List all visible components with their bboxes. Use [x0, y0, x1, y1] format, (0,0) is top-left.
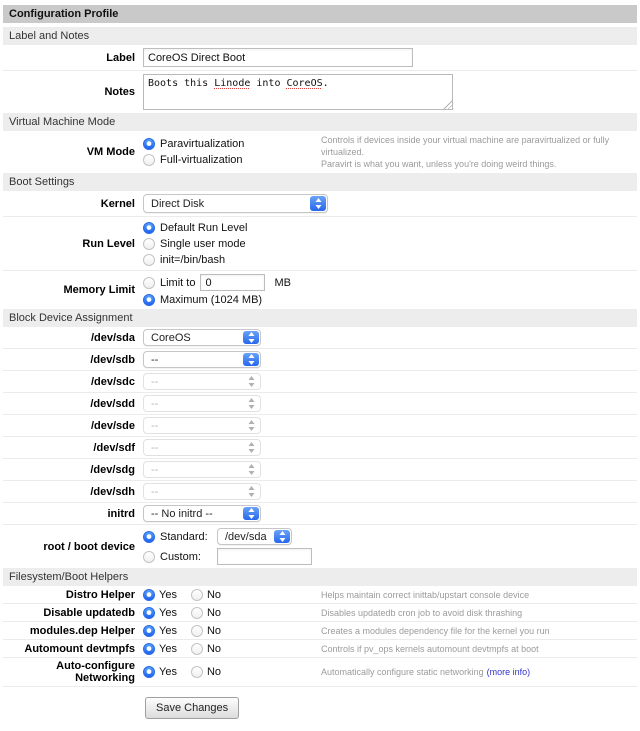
dev-sdh-label: /dev/sdh: [90, 485, 135, 498]
init-bin-bash-label: init=/bin/bash: [160, 253, 226, 266]
limit-to-option: [143, 274, 637, 291]
yes-label: Yes: [159, 624, 177, 637]
dev-sde-row: [3, 414, 637, 436]
automount-devtmpfs-label: Automount devtmpfs: [24, 642, 135, 655]
maximum-memory-option[interactable]: [143, 294, 637, 306]
notes-row: [3, 70, 637, 113]
modules-dep-helper-label: modules.dep Helper: [29, 624, 135, 637]
dev-sde-label: /dev/sde: [90, 419, 135, 432]
vm-mode-help: Controls if devices inside your virtual machine are paravirtualized or fully virtualized. Paravirt is what you want, unless you're doing weird things.: [321, 135, 610, 169]
section-heading-boot-settings: Boot Settings: [3, 173, 637, 191]
select-stepper-icon: [243, 463, 259, 476]
distro-helper-label: Distro Helper: [65, 588, 135, 601]
dev-sdg-select: [143, 461, 261, 478]
helpers-group: [3, 586, 637, 686]
dev-sdc-select: [143, 373, 261, 390]
dev-sdh-row: [3, 480, 637, 502]
notes-text: .: [322, 78, 329, 89]
yes-label: Yes: [159, 588, 177, 601]
memory-unit-label: MB: [274, 276, 291, 289]
disable-updatedb-help: Disables updatedb cron job to avoid disk thrashing: [321, 607, 523, 618]
dev-sde-select-value: --: [151, 419, 159, 432]
modules-dep-yes-option[interactable]: [143, 625, 177, 637]
automount-devtmpfs-no-radio[interactable]: [191, 643, 203, 655]
root-custom-input[interactable]: [217, 548, 312, 565]
select-stepper-icon: [274, 530, 290, 543]
auto-configure-networking-help: Automatically configure static networking (more info): [321, 667, 531, 677]
boot-settings-group: [3, 191, 637, 309]
modules-dep-no-option[interactable]: [191, 625, 221, 637]
kernel-row: [3, 191, 637, 216]
memory-limit-row: [3, 270, 637, 309]
yes-label: Yes: [159, 666, 177, 678]
distro-helper-help: Helps maintain correct inittab/upstart console device: [321, 589, 530, 600]
save-changes-button[interactable]: Save Changes: [145, 697, 239, 719]
modules-dep-no-radio[interactable]: [191, 625, 203, 637]
dev-sda-select[interactable]: [143, 329, 261, 346]
disable-updatedb-yes-radio[interactable]: [143, 607, 155, 619]
footer: [3, 686, 637, 731]
dev-sdh-select-value: --: [151, 485, 159, 498]
block-device-group: [3, 327, 637, 568]
root-boot-device-label: root / boot device: [43, 540, 135, 553]
maximum-memory-radio[interactable]: [143, 294, 155, 306]
select-stepper-icon: [243, 441, 259, 454]
dev-sdd-select-value: --: [151, 397, 159, 410]
root-standard-select[interactable]: [217, 528, 292, 545]
dev-sde-select: [143, 417, 261, 434]
select-stepper-icon: [243, 375, 259, 388]
auto-configure-networking-no-radio[interactable]: [191, 666, 203, 678]
select-stepper-icon: [243, 397, 259, 410]
paravirtualization-label: Paravirtualization: [160, 138, 245, 150]
dev-sda-label: /dev/sda: [90, 331, 135, 344]
label-row: [3, 45, 637, 70]
notes-misspelled-word: CoreOS: [286, 78, 323, 89]
root-standard-label: Standard:: [160, 530, 208, 543]
default-run-level-radio[interactable]: [143, 222, 155, 234]
dev-sdg-label: /dev/sdg: [90, 463, 135, 476]
select-stepper-icon: [310, 196, 326, 211]
no-label: No: [206, 624, 222, 637]
kernel-label: Kernel: [100, 197, 135, 210]
notes-text: Boots this: [148, 78, 215, 89]
modules-dep-yes-radio[interactable]: [143, 625, 155, 637]
dev-sdf-row: [3, 436, 637, 458]
auto-configure-networking-yes-radio[interactable]: [143, 666, 155, 678]
initrd-label: initrd: [107, 507, 135, 520]
dev-sdf-label: /dev/sdf: [93, 441, 135, 454]
run-level-label: Run Level: [82, 237, 135, 250]
dev-sdb-row: [3, 348, 637, 370]
section-heading-virtual-machine-mode: Virtual Machine Mode: [3, 113, 637, 131]
maximum-memory-label: Maximum (1024 MB): [160, 294, 263, 306]
notes-field-label: Notes: [104, 86, 135, 98]
default-run-level-option[interactable]: [143, 220, 637, 235]
dev-sdb-select-value: --: [151, 353, 159, 366]
dev-sdh-select: [143, 483, 261, 500]
kernel-select[interactable]: [143, 194, 328, 213]
dev-sdc-row: [3, 370, 637, 392]
more-info-link[interactable]: (more info): [486, 667, 531, 677]
no-label: No: [206, 606, 222, 619]
default-run-level-label: Default Run Level: [160, 221, 248, 234]
disable-updatedb-no-option[interactable]: [191, 607, 221, 619]
init-bin-bash-radio[interactable]: [143, 254, 155, 266]
yes-label: Yes: [159, 642, 177, 655]
limit-to-label: Limit to: [160, 276, 196, 289]
distro-helper-yes-radio[interactable]: [143, 589, 155, 601]
dev-sdd-select: [143, 395, 261, 412]
label-field-label: Label: [106, 51, 135, 64]
root-standard-select-value: /dev/sda: [225, 530, 267, 543]
limit-to-input[interactable]: [200, 274, 265, 291]
dev-sdd-row: [3, 392, 637, 414]
vm-mode-group: [3, 131, 637, 173]
full-virtualization-radio[interactable]: [143, 154, 155, 166]
dev-sdc-label: /dev/sdc: [90, 375, 135, 388]
root-custom-option: [143, 548, 637, 565]
dev-sdf-select-value: --: [151, 441, 159, 454]
vm-mode-row: [3, 131, 637, 173]
root-custom-radio[interactable]: [143, 551, 155, 563]
distro-helper-no-option[interactable]: [191, 589, 221, 601]
dev-sdc-select-value: --: [151, 375, 159, 388]
root-standard-option: [143, 528, 637, 545]
automount-devtmpfs-yes-radio[interactable]: [143, 643, 155, 655]
initrd-select-value: -- No initrd --: [151, 507, 213, 520]
select-stepper-icon: [243, 507, 259, 520]
init-bin-bash-option[interactable]: [143, 252, 637, 267]
limit-to-radio[interactable]: [143, 277, 155, 289]
notes-misspelled-word: Linode: [214, 78, 251, 89]
run-level-row: [3, 216, 637, 270]
root-custom-label: Custom:: [160, 550, 201, 563]
select-stepper-icon: [243, 485, 259, 498]
paravirtualization-radio[interactable]: [143, 138, 155, 150]
dev-sdb-select[interactable]: [143, 351, 261, 368]
root-boot-device-row: [3, 524, 637, 568]
auto-configure-networking-row: [3, 657, 637, 686]
page-title: Configuration Profile: [3, 5, 637, 23]
paravirtualization-option[interactable]: [143, 137, 321, 152]
automount-devtmpfs-help: Controls if pv_ops kernels automount devtmpfs at boot: [321, 643, 539, 654]
select-stepper-icon: [243, 419, 259, 432]
dev-sda-row: [3, 327, 637, 348]
single-user-mode-option[interactable]: [143, 236, 637, 251]
full-virtualization-label: Full-virtualization: [160, 154, 243, 166]
no-label: No: [206, 642, 222, 655]
full-virtualization-option[interactable]: [143, 153, 321, 168]
dev-sdf-select: [143, 439, 261, 456]
dev-sdg-row: [3, 458, 637, 480]
single-user-mode-label: Single user mode: [160, 237, 246, 250]
automount-devtmpfs-no-option[interactable]: [191, 643, 221, 655]
auto-configure-networking-yes-option[interactable]: [143, 666, 177, 678]
no-label: No: [206, 588, 222, 601]
dev-sda-select-value: CoreOS: [151, 331, 191, 344]
label-and-notes-group: [3, 45, 637, 113]
single-user-mode-radio[interactable]: [143, 238, 155, 250]
root-standard-radio[interactable]: [143, 531, 155, 543]
section-heading-filesystem-boot-helpers: Filesystem/Boot Helpers: [3, 568, 637, 586]
resize-grip-icon[interactable]: [442, 99, 452, 109]
auto-configure-networking-label: Auto-configure Networking: [56, 660, 135, 684]
initrd-row: [3, 502, 637, 524]
modules-dep-helper-row: [3, 621, 637, 639]
dev-sdb-label: /dev/sdb: [90, 353, 135, 366]
disable-updatedb-yes-option[interactable]: [143, 607, 177, 619]
distro-helper-yes-option[interactable]: [143, 589, 177, 601]
distro-helper-row: [3, 586, 637, 603]
no-label: No: [206, 666, 222, 678]
distro-helper-no-radio[interactable]: [191, 589, 203, 601]
automount-devtmpfs-row: [3, 639, 637, 657]
section-heading-block-device-assignment: Block Device Assignment: [3, 309, 637, 327]
vm-mode-label: VM Mode: [86, 146, 135, 158]
memory-limit-label: Memory Limit: [63, 284, 135, 296]
initrd-select[interactable]: [143, 505, 261, 522]
dev-sdd-label: /dev/sdd: [90, 397, 135, 410]
select-stepper-icon: [243, 353, 259, 366]
notes-text: into: [250, 78, 287, 89]
select-stepper-icon: [243, 331, 259, 344]
kernel-select-value: Direct Disk: [151, 197, 205, 210]
yes-label: Yes: [159, 606, 177, 619]
dev-sdg-select-value: --: [151, 463, 159, 476]
disable-updatedb-no-radio[interactable]: [191, 607, 203, 619]
disable-updatedb-row: [3, 603, 637, 621]
notes-textarea[interactable]: [143, 74, 453, 110]
label-input[interactable]: [143, 48, 413, 67]
section-heading-label-and-notes: Label and Notes: [3, 27, 637, 45]
auto-configure-networking-no-option[interactable]: [191, 666, 221, 678]
automount-devtmpfs-yes-option[interactable]: [143, 643, 177, 655]
disable-updatedb-label: Disable updatedb: [43, 606, 135, 619]
modules-dep-help: Creates a modules dependency file for the kernel you run: [321, 625, 550, 636]
